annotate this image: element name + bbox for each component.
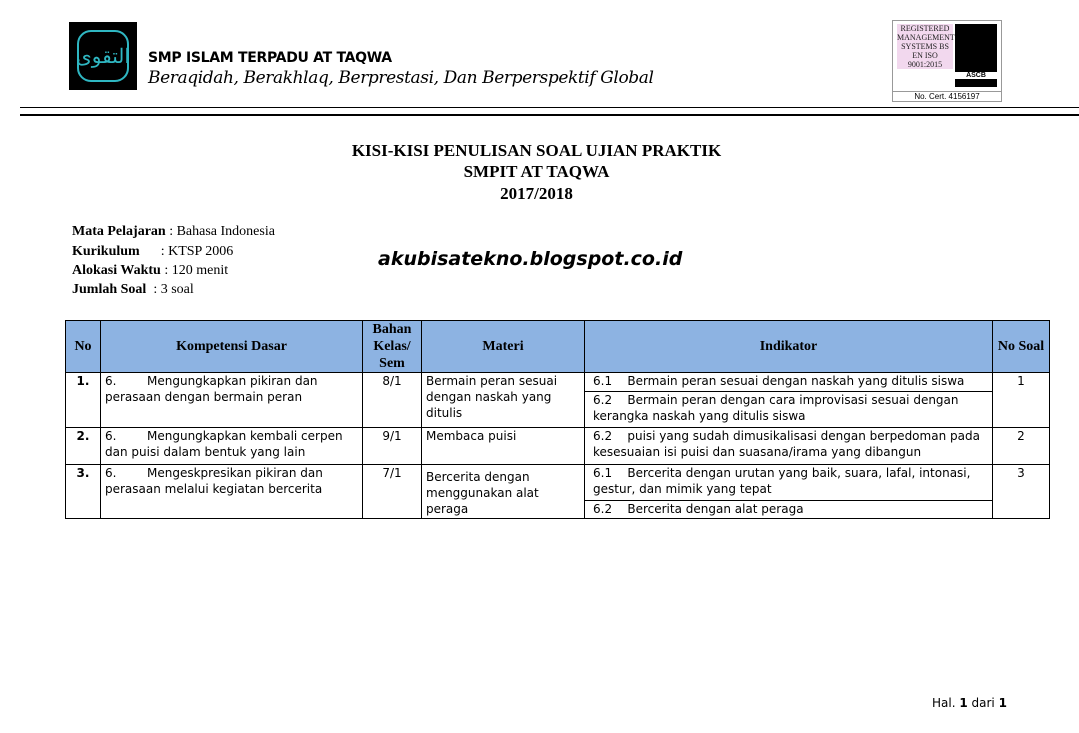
header-kd: Kompetensi Dasar xyxy=(101,321,363,373)
kisi-kisi-table: No Kompetensi Dasar Bahan Kelas/ Sem Materi Indikator No Soal 1. 6. Mengungkapkan pikiran dan perasaan dengan bermain peran 8/1 Bermain peran sesuai dengan naskah yang ditulis 6.1 Bermain peran sesuai dengan naskah yang ditulis siswa 1 6.2 Bermain peran dengan cara improvisasi sesuai dengan kerangka naskah yang ditulis siswa 2. 6. Mengungkapkan kembali cerpen dan puisi dalam bentuk yang lain 9/1 Membaca puisi 6.2 puisi yang sudah dimusikalisasi dengan berpedoman pada kesesuaian isi puisi dan suasana/irama yang dibangun 2 3. 6. Mengeskpresikan pikiran dan perasaan melalui kegiatan bercerita 7/1 Bercerita dengan menggunakan alat peraga 6.1 Bercerita dengan urutan yang baik, suara, lafal, intonasi, gestur, dan mimik yang tepat 3 6.2 Bercerita dengan alat peraga xyxy=(65,320,1050,519)
table-header xyxy=(66,321,1050,373)
school-motto: Beraqidah, Berakhlaq, Berprestasi, Dan Berperspektif Global xyxy=(148,68,654,88)
header-no-soal: No Soal xyxy=(993,321,1050,373)
header-materi: Materi xyxy=(422,321,585,373)
meta-curriculum: Kurikulum : KTSP 2006 xyxy=(72,244,234,259)
page-number: Hal. 1 dari 1 xyxy=(932,696,1007,710)
table-row: 1. 6. Mengungkapkan pikiran dan perasaan dengan bermain peran 8/1 Bermain peran sesuai dengan naskah yang ditulis 6.1 Bermain peran sesuai dengan naskah yang ditulis siswa 1 xyxy=(66,373,1050,392)
header-divider xyxy=(20,107,1079,108)
table-row: 3. 6. Mengeskpresikan pikiran dan perasaan melalui kegiatan bercerita 7/1 Bercerita dengan menggunakan alat peraga 6.1 Bercerita dengan urutan yang baik, suara, lafal, intonasi, gestur, dan mimik yang tepat 3 xyxy=(66,465,1050,501)
iso-certificate-logo: REGISTERED MANAGEMENT SYSTEMS BS EN ISO 9001:2015 ASCB No. Cert. 4156197 xyxy=(892,20,1002,102)
doc-title: KISI-KISI PENULISAN SOAL UJIAN PRAKTIK xyxy=(351,141,722,160)
meta-count: Jumlah Soal : 3 soal xyxy=(72,282,194,297)
table-row: 2. 6. Mengungkapkan kembali cerpen dan puisi dalam bentuk yang lain 9/1 Membaca puisi 6.2 puisi yang sudah dimusikalisasi dengan berpedoman pada kesesuaian isi puisi dan suasana/irama yang dibangun 2 xyxy=(66,428,1050,465)
doc-year: 2017/2018 xyxy=(500,184,573,203)
watermark: akubisatekno.blogspot.co.id xyxy=(378,248,683,270)
school-name: SMP ISLAM TERPADU AT TAQWA xyxy=(148,50,392,66)
meta-subject: Mata Pelajaran : Bahasa Indonesia xyxy=(72,224,275,239)
school-logo: التقوى xyxy=(69,22,137,90)
header-indikator: Indikator xyxy=(585,321,993,373)
doc-subtitle: SMPIT AT TAQWA xyxy=(463,162,610,181)
header-kelas: Bahan Kelas/ Sem xyxy=(363,321,422,373)
header-divider xyxy=(20,114,1079,116)
header-no: No xyxy=(66,321,101,373)
meta-time: Alokasi Waktu : 120 menit xyxy=(72,263,229,278)
